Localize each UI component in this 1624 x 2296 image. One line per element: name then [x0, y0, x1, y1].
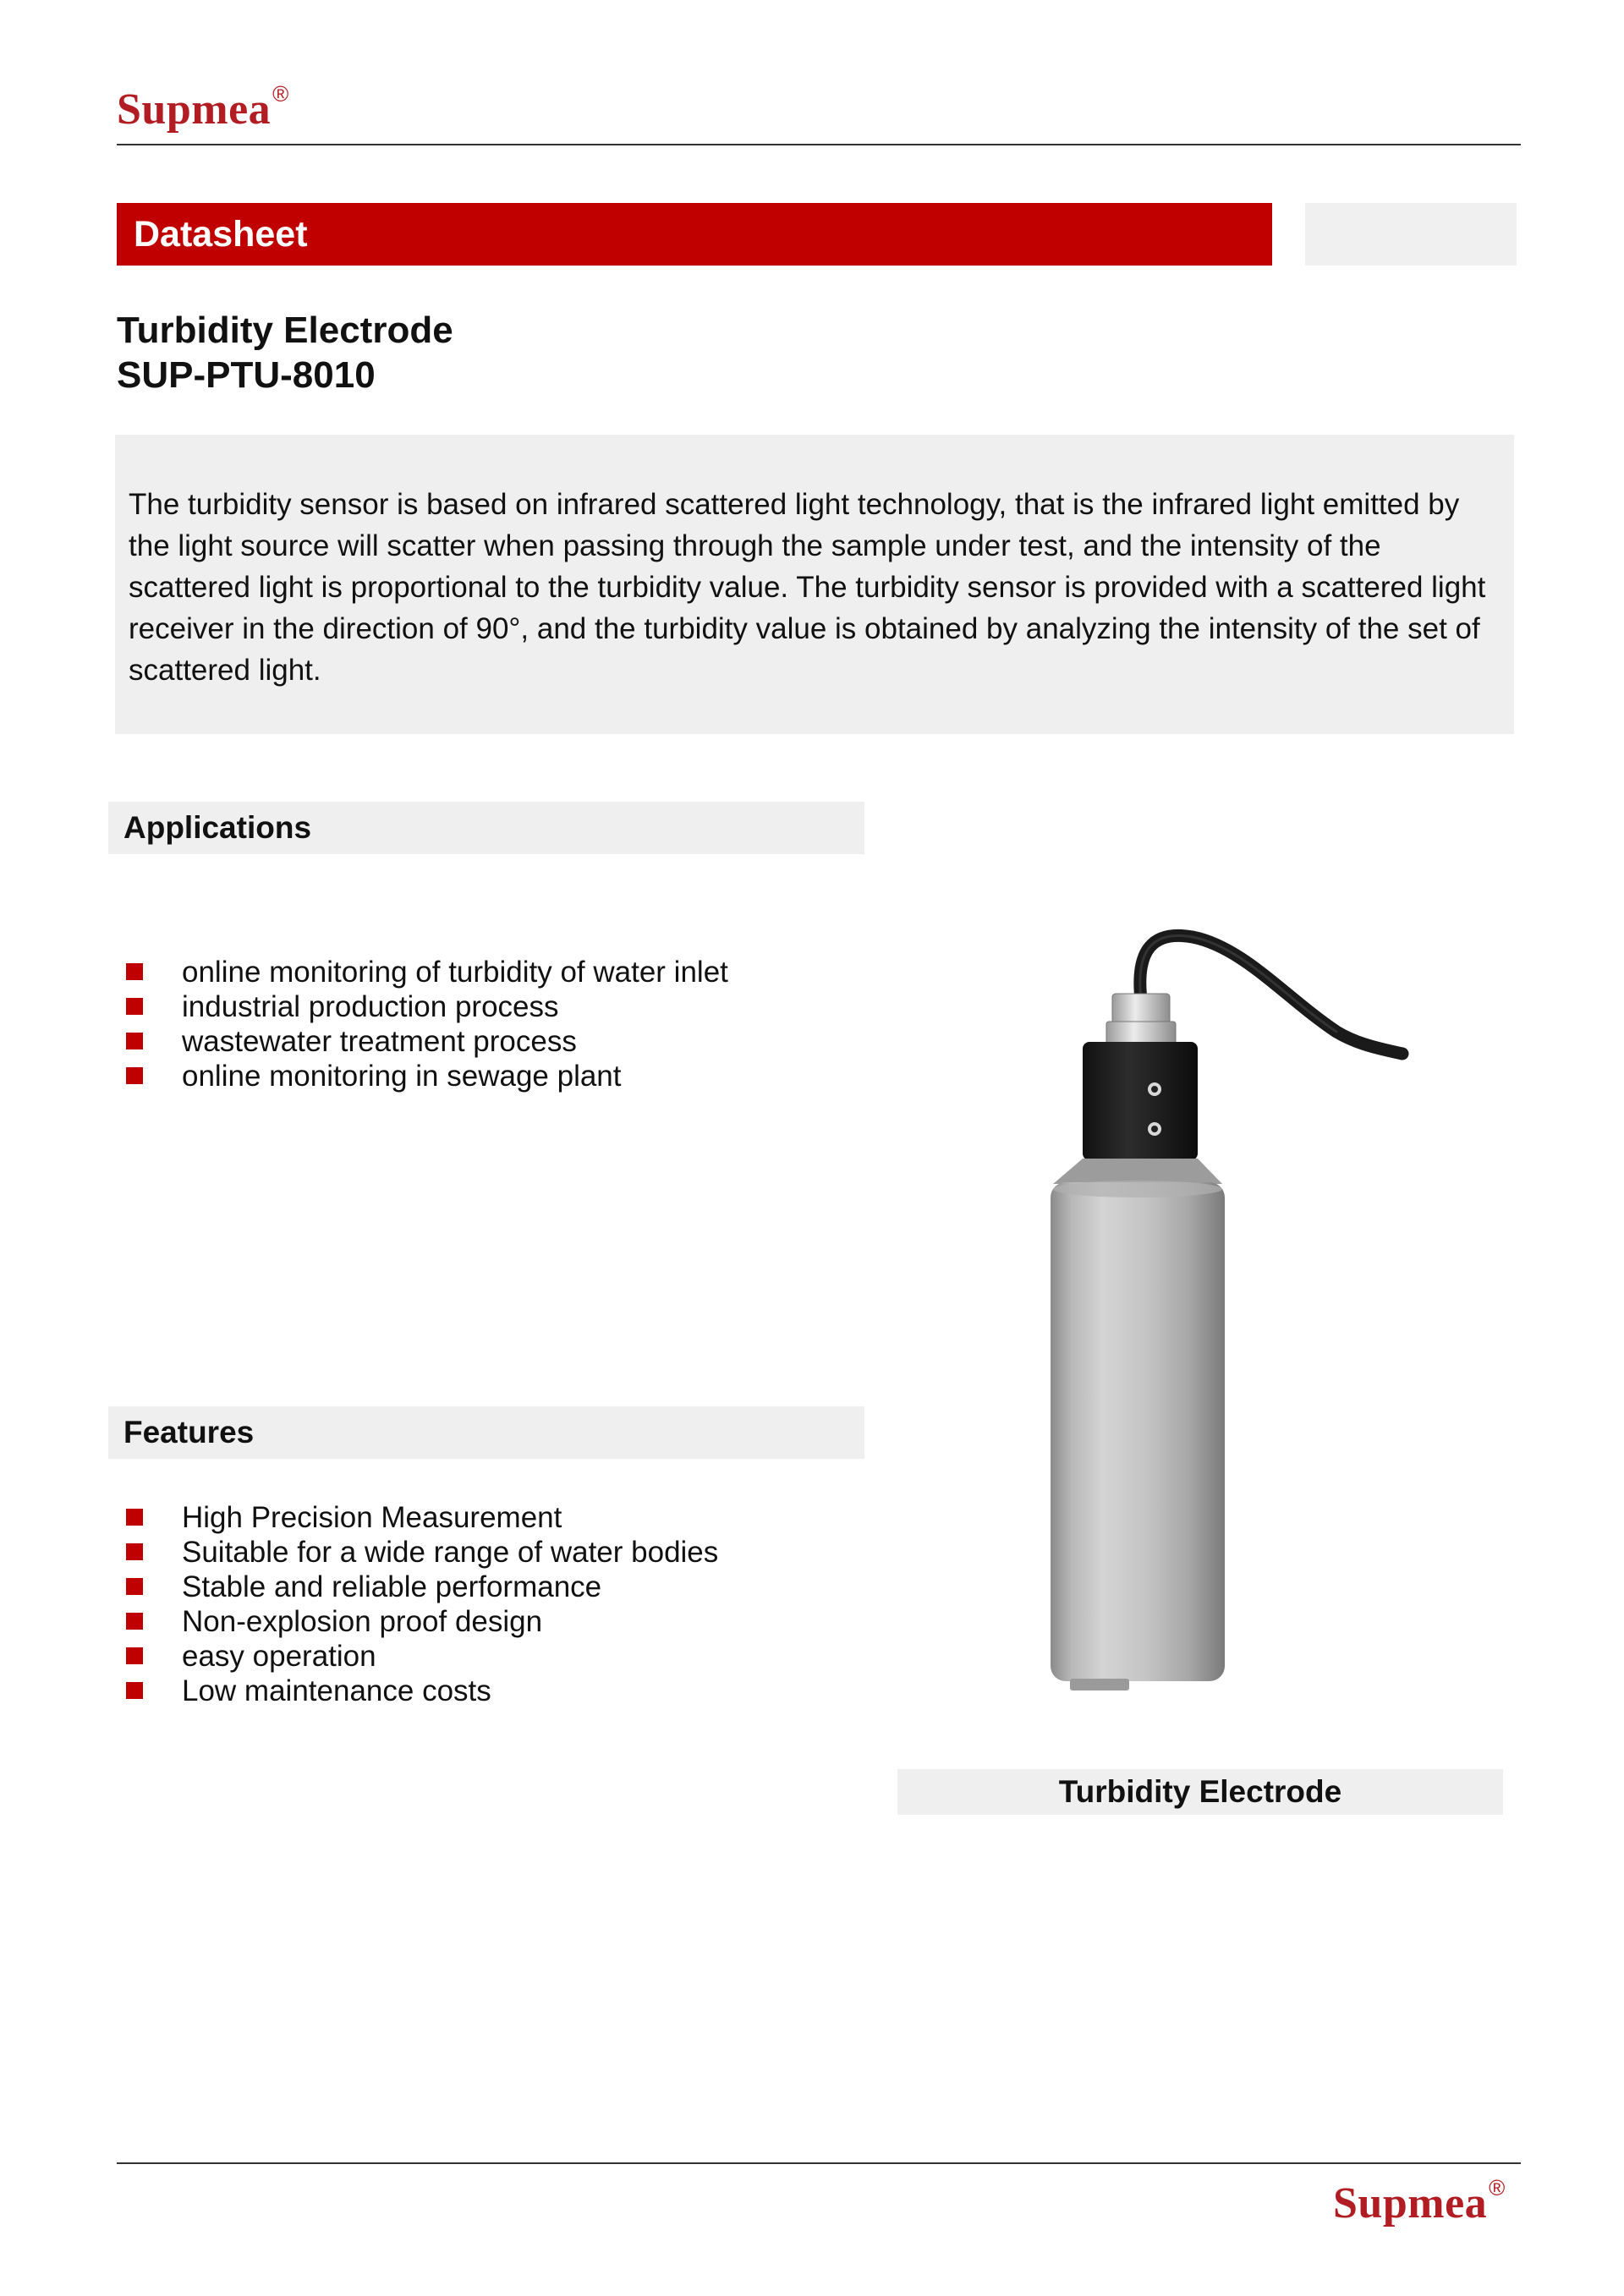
application-text: industrial production process	[182, 990, 559, 1023]
application-text: wastewater treatment process	[182, 1025, 577, 1058]
registered-mark: ®	[1489, 2175, 1506, 2200]
bullet-square-icon	[126, 1578, 143, 1595]
list-item	[118, 1674, 879, 1708]
list-item	[118, 1570, 879, 1604]
description-text: The turbidity sensor is based on infrared scattered light technology, that is the infrared light emitted by the light source will scatter when passing through the sample under test, and the intensity of the scattered light is proportional to the turbidity value. The turbidity sensor is provided with a scattered light receiver in the direction of 90°, and the turbidity value is obtained by analyzing the intensity of the set of scattered light.	[129, 488, 1486, 687]
banner-label: Datasheet	[134, 213, 308, 255]
feature-text: easy operation	[182, 1640, 376, 1673]
registered-mark: ®	[272, 81, 289, 107]
image-caption	[897, 1769, 1503, 1815]
footer-logo	[1333, 2175, 1506, 2228]
footer-brand: Supmea	[1333, 2179, 1488, 2228]
feature-text: Suitable for a wide range of water bodies	[182, 1536, 719, 1569]
footer-rule	[117, 2162, 1521, 2164]
application-text: online monitoring in sewage plant	[182, 1060, 622, 1093]
bullet-square-icon	[126, 998, 143, 1015]
bullet-square-icon	[126, 1509, 143, 1526]
list-item	[118, 1059, 879, 1093]
feature-text: Stable and reliable performance	[182, 1570, 602, 1603]
header-brand: Supmea	[117, 85, 272, 134]
list-item	[118, 989, 879, 1024]
image-caption-text: Turbidity Electrode	[1058, 1774, 1342, 1809]
bullet-square-icon	[126, 1543, 143, 1560]
feature-text: Non-explosion proof design	[182, 1605, 543, 1638]
features-heading-label: Features	[123, 1415, 255, 1449]
features-heading	[108, 1406, 864, 1459]
list-item	[118, 1535, 879, 1570]
turbidity-electrode-image	[998, 913, 1438, 1725]
header-rule	[117, 144, 1521, 145]
list-item	[118, 1024, 879, 1059]
banner-side-block	[1305, 203, 1517, 266]
applications-list	[118, 955, 879, 1093]
applications-heading	[108, 802, 864, 854]
applications-heading-label: Applications	[123, 810, 312, 845]
list-item	[118, 1604, 879, 1639]
datasheet-banner	[117, 203, 1272, 266]
bullet-square-icon	[126, 1033, 143, 1049]
bullet-square-icon	[126, 1647, 143, 1664]
product-title	[117, 308, 453, 397]
bullet-square-icon	[126, 963, 143, 980]
list-item	[118, 1639, 879, 1674]
list-item	[118, 955, 879, 989]
product-name: Turbidity Electrode	[117, 310, 453, 351]
application-text: online monitoring of turbidity of water inlet	[182, 956, 728, 989]
bullet-square-icon	[126, 1613, 143, 1630]
feature-text: Low maintenance costs	[182, 1674, 491, 1707]
feature-text: High Precision Measurement	[182, 1501, 562, 1534]
product-model: SUP-PTU-8010	[117, 354, 376, 396]
bullet-square-icon	[126, 1682, 143, 1699]
bullet-square-icon	[126, 1067, 143, 1084]
description-panel	[115, 435, 1514, 734]
header-logo	[117, 81, 289, 134]
features-list	[118, 1500, 879, 1708]
list-item	[118, 1500, 879, 1535]
